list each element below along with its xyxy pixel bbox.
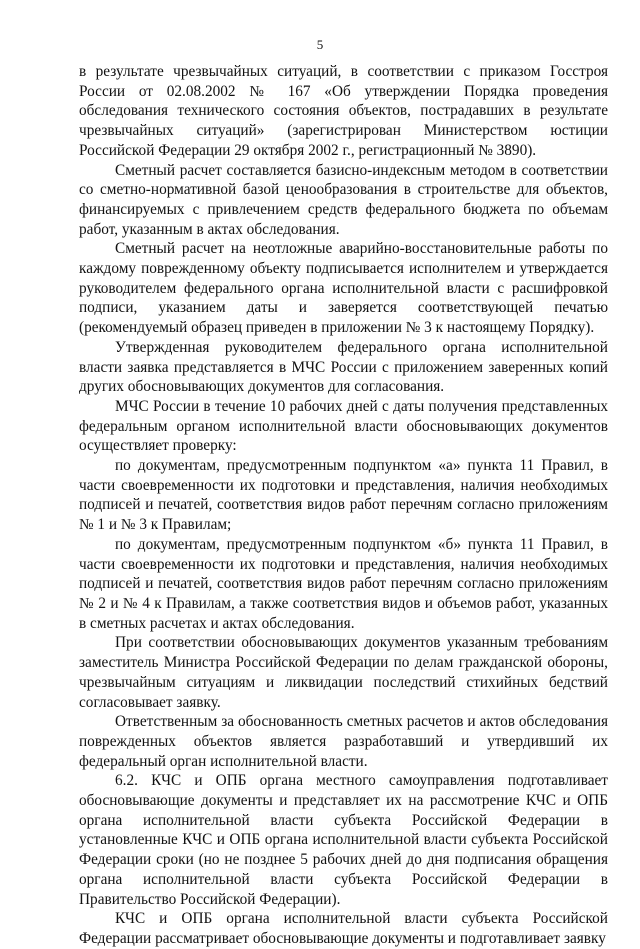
page-number: 5 — [316, 37, 324, 52]
paragraph-responsibility: Ответственным за обоснованность сметных расчетов и актов обследования поврежденных объектов является разработавший и утвердивший их федеральный орган исполнительной власти. — [79, 713, 608, 770]
paragraph-section-6-2: 6.2. КЧС и ОПБ органа местного самоуправления подготавливает обосновывающие документы и представляет их на рассмотрение КЧС и ОПБ органа исполнительной власти субъекта Российской Федерации в установленные КЧС и ОПБ органа исполнительной власти субъекта Российской Федерации сроки (но не позднее 5 рабочих дней до дня подписания обращения органа исполнительной власти субъекта Российской Федерации в Правительство Российской Федерации). — [79, 772, 608, 908]
paragraph-estimate-method: Сметный расчет составляется базисно-индексным методом в соответствии со сметно-нормативной базой ценообразования в строительстве для объектов, финансируемых с привлечением средств федерального бюджета по объемам работ, указанным в актах обследования. — [79, 161, 608, 238]
document-body — [79, 62, 608, 949]
paragraph-application-submission: Утвержденная руководителем федерального органа исполнительной власти заявка представляется в МЧС России с приложением заверенных копий других обосновывающих документов для согласования. — [79, 338, 608, 396]
paragraph-approval: При соответствии обосновывающих документов указанным требованиям заместитель Министра Российской Федерации по делам гражданской обороны, чрезвычайным ситуациям и ликвидации последствий стихийных бедствий согласовывает заявку. — [79, 634, 608, 711]
paragraph-check-item-a: по документам, предусмотренным подпунктом «а» пункта 11 Правил, в части своевременности их подготовки и представления, наличия необходимых подписей и печатей, соответствия видов работ перечням согласно приложениям № 1 и № 3 к Правилам; — [79, 457, 608, 534]
paragraph-estimate-signing: Сметный расчет на неотложные аварийно-восстановительные работы по каждому поврежденному объекту подписывается исполнителем и утверждается руководителем федерального органа исполнительной власти с расшифровкой подписи, указанием даты и заверяется соответствующей печатью (рекомендуемый образец приведен в приложении № 3 к настоящему Порядку). — [79, 240, 608, 337]
paragraph-continuation: в результате чрезвычайных ситуаций, в соответствии с приказом Госстроя России от 02.08.2002 № 167 «Об утверждении Порядка проведения обследования технического состояния объектов, пострадавших в результате чрезвычайных ситуаций» (зарегистрирован Министерством юстиции Российской Федерации 29 октября 2002 г., регистрационный № 3890). — [79, 63, 608, 159]
paragraph-regional-commission: КЧС и ОПБ органа исполнительной власти субъекта Российской Федерации рассматривает обосновывающие документы и подготавливает заявку — [79, 910, 608, 947]
paragraph-check-item-b: по документам, предусмотренным подпунктом «б» пункта 11 Правил, в части своевременности их подготовки и представления, наличия необходимых подписей и печатей, соответствия видов работ перечням согласно приложениям № 2 и № 4 к Правилам, а также соответствия видов и объемов работ, указанных в сметных расчетах и актах обследования. — [79, 535, 608, 632]
paragraph-mchs-check: МЧС России в течение 10 рабочих дней с даты получения представленных федеральным органом исполнительной власти обосновывающих документов осуществляет проверку: — [79, 397, 608, 455]
